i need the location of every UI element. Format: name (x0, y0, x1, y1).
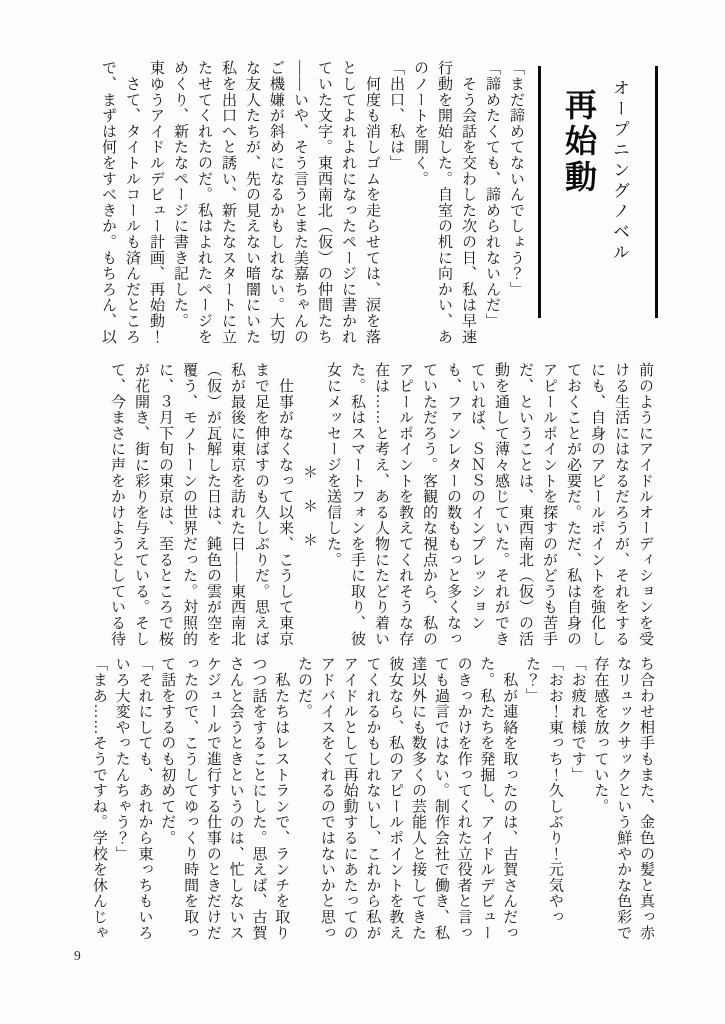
paragraph: 「お疲れ様です」 (569, 656, 586, 783)
text-band-top (92, 60, 528, 348)
text-band-middle (83, 362, 657, 650)
paragraph: そう会話を交わした次の日、私は早速行動を開始した。自室の机に向かい、あのノートを開く。 (412, 60, 476, 345)
page-number: 9 (74, 948, 81, 963)
chapter-title-block (536, 66, 660, 318)
title-rule-left (538, 66, 541, 318)
paragraph: 「まだ諦めてないんでしょう？」 (508, 60, 524, 297)
paragraph: 私が連絡を取ったのは、古賀さんだった。私たちを発掘し、アイドルデビューのきっかけを作ってくれた立役者と言っても過言ではない。制作会社で働き、私達以外にも数多くの芸能人と接してきた彼女なら、私のアピールポイントを教えてくれるかもしれないし、これから私がアイドルとして再始動するにあたってのアドバイスをくれるのではないかと思ったのだ。 (296, 656, 518, 941)
paragraph: 前のようにアイドルオーディションを受ける生活にはなるだろうが、それをするにも、自身のアピールポイントを強化しておくことが必要だ。ただ、私は自身のアピールポイントを探すのがどうも苦手だ、ということは、東西南北（仮）の活動を通して薄々感じていた。それができていれば、ＳＮＳのインプレッションも、ファンレターの数ももっと多くなっていただろう。客観的な視点から、私のアピールポイントを教えてくれそうな存在は……と考え、ある人物にたどり着いた。私はスマートフォンを手に取り、彼女にメッセージを送信した。 (325, 362, 653, 647)
paragraph: 「それにしても、あれから東っちもいろいろ大変やったんちゃう？」 (113, 656, 153, 941)
paragraph: さて、タイトルコールも済んだところで、まずは何をすべきか。もちろん、以 (100, 60, 140, 345)
paragraph: 仕事がなくなって以来、こうして東京まで足を伸ばすのも久しぶりだ。思えば私が最後に東京を訪れた日――東西南北（仮）が瓦解した日は、鈍色の雲が空を覆う、モノトーンの世界だった。対照的に、３月下旬の東京は、至るところで桜が花開き、街に彩りを与えている。そして、今まさに声をかけようとしている待 (109, 362, 293, 647)
text-band-bottom (83, 656, 657, 946)
paragraph: ち合わせ相手もまた、金色の髪と真っ赤なリュックサックという鮮やかな色彩で存在感を放っていた。 (592, 656, 654, 941)
paragraph: 何度も消しゴムを走らせては、涙を落としてよれよれになったページに書かれていた文字。東西南北（仮）の仲間たち――いや、そう言うとまた美嘉ちゃんのご機嫌が斜めになるかもしれない。大切な友人たちが、先の見えない暗闇にいた私を出口へと誘い、新たなスタートに立たせてくれたのだ。私はよれたページをめくり、新たなページに書き記した。 (172, 60, 380, 345)
paragraph: 「出口、私は」 (388, 60, 404, 171)
scene-break-separator: ＊ ＊ ＊ (301, 463, 317, 549)
chapter-subtitle: オープニングノベル (610, 79, 629, 264)
paragraph: 「まあ……そうですね。学校を休んじゃ (90, 656, 107, 941)
paragraph: 「諦めたくても、諦められないんだ」 (484, 60, 500, 329)
title-rule-right (655, 66, 658, 318)
chapter-title: 再始動 (561, 88, 597, 196)
paragraph: 東ゆうアイドルデビュー計画、再始動！ (148, 60, 164, 345)
paragraph: 私たちはレストランで、ランチを取りつつ話をすることにした。思えば、古賀さんと会うときというのは、忙しないスケジュールで進行する仕事のときだけだったので、こうしてゆっくり時間を取って話をするのも初めてだ。 (159, 656, 290, 941)
paragraph: 「おお！東っち！久しぶり！元気やった？」 (524, 656, 563, 925)
